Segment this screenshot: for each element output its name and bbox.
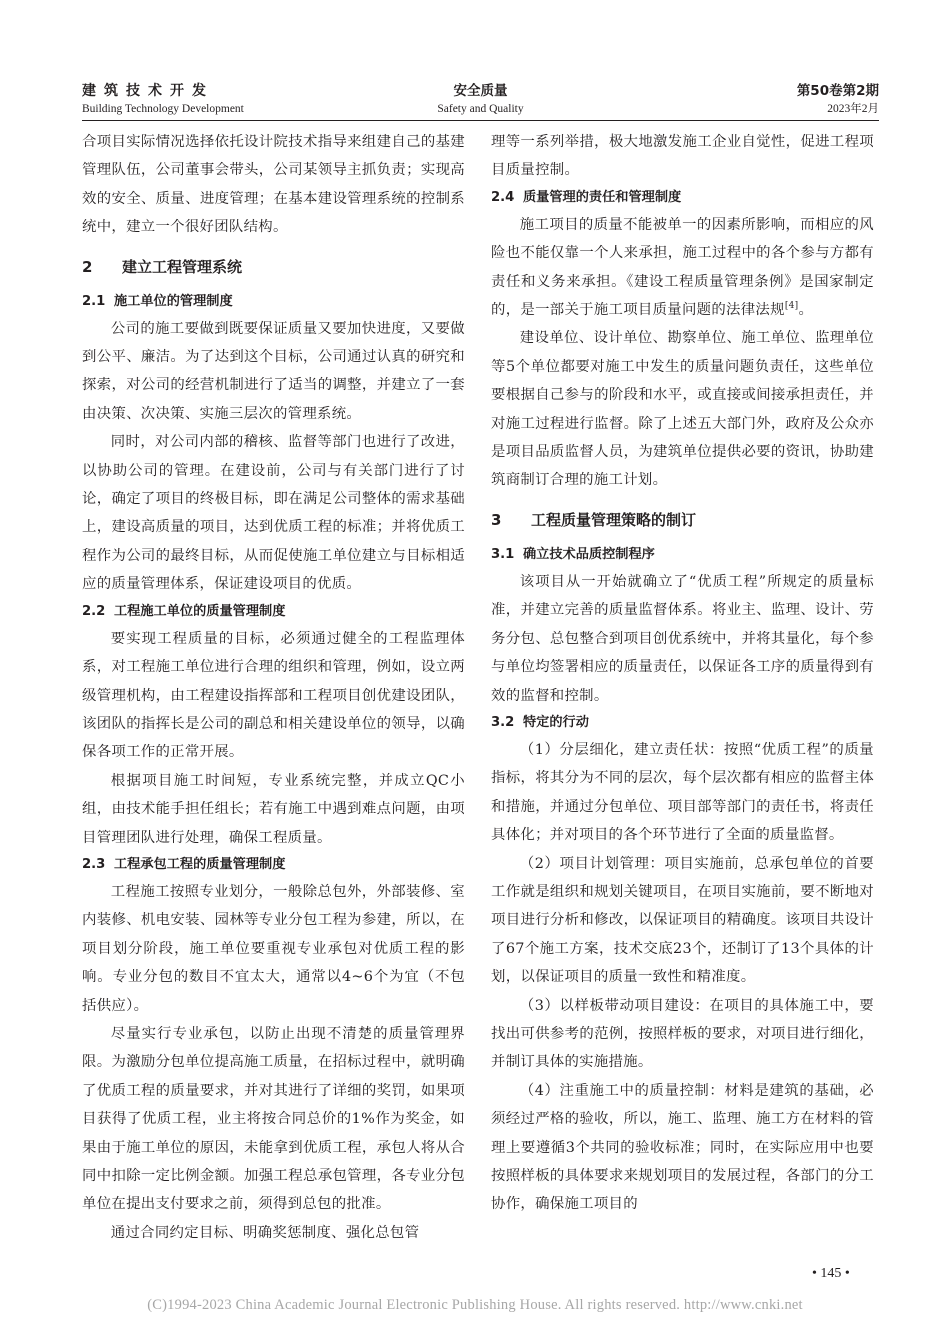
running-header xyxy=(82,82,879,118)
subsection-title: 工程施工单位的质量管理制度 xyxy=(114,603,286,619)
paragraph: 建设单位、设计单位、勘察单位、施工单位、监理单位等5个单位都要对施工中发生的质量问题负责任，这些单位要根据自己参与的阶段和水平，或直接或间接承担责任，并对施工过程进行监督。除了上述五大部门外，政府及公众亦是项目品质监督人员，为建筑单位提供必要的资讯，协助建筑商制订合理的施工计划。 xyxy=(491,330,874,489)
section-number: 2 xyxy=(82,257,93,276)
section-title: 工程质量管理策略的制订 xyxy=(531,510,697,529)
subsection-title: 工程承包工程的质量管理制度 xyxy=(114,856,286,872)
volume-issue: 第50卷第2期 xyxy=(796,83,879,99)
header-rule xyxy=(82,120,879,121)
paragraph: 理等一系列举措，极大地激发施工企业自觉性，促进工程项目质量控制。 xyxy=(491,134,874,179)
paragraph: 该项目从一开始就确立了“优质工程”所规定的质量标准，并建立完善的质量监督体系。将业主、监理、设计、劳务分包、总包整合到项目创优系统中，并将其量化，每个参与单位均签署相应的质量责任，以保证各工序的质量得到有效的监督和控制。 xyxy=(491,573,874,704)
paragraph: 根据项目施工时间短，专业系统完整，并成立QC小组，由技术能手担任组长；若有施工中遇到难点问题，由项目管理团队进行处理，确保工程质量。 xyxy=(82,772,465,846)
section-number: 3 xyxy=(491,510,502,529)
subsection-title: 施工单位的管理制度 xyxy=(114,293,233,309)
subsection-title: 确立技术品质控制程序 xyxy=(523,546,655,562)
paragraph: （4）注重施工中的质量控制：材料是建筑的基础，必须经过严格的验收，所以，施工、监理、施工方在材料的管理上要遵循3个共同的验收标准；同时，在实际应用中也要按照样板的具体要求来规划项目的发展过程，各部门的分工协作，确保施工项目的 xyxy=(491,1082,874,1213)
journal-title-cn: 建筑技术开发 xyxy=(82,83,214,99)
subsection-number: 3.2 xyxy=(491,714,515,730)
subsection-title: 质量管理的责任和管理制度 xyxy=(523,189,682,205)
subsection-number: 2.1 xyxy=(82,293,106,309)
subsection-heading-2-1 xyxy=(82,289,465,315)
right-column xyxy=(491,128,874,1219)
paragraph: （2）项目计划管理：项目实施前，总承包单位的首要工作就是组织和规划关键项目，在项目实施前，要不断地对项目进行分析和修改，以保证项目的精确度。该项目共设计了67个施工方案，技术交底23个，还制订了13个具体的计划，以保证项目的质量一致性和精准度。 xyxy=(491,855,874,986)
paragraph: 尽量实行专业承包，以防止出现不清楚的质量管理界限。为激励分包单位提高施工质量，在招标过程中，就明确了优质工程的质量要求，并对其进行了详细的奖罚，如果项目获得了优质工程，业主将按合同总价的1%作为奖金，如果由于施工单位的原因，未能拿到优质工程，承包人将从合同中扣除一定比例金额。加强工程总承包管理，各专业分包单位在提出支付要求之前，须得到总包的批准。 xyxy=(82,1025,465,1213)
paragraph: 同时，对公司内部的稽核、监督等部门也进行了改进，以协助公司的管理。在建设前，公司与有关部门进行了讨论，确定了项目的终极目标，即在满足公司整体的需求基础上，建设高质量的项目，达到优质工程的标准；并将优质工程作为公司的最终目标，从而促使施工单位建立与目标相适应的质量管理体系，保证建设项目的优质。 xyxy=(82,434,465,593)
header-volume xyxy=(797,82,879,116)
paragraph-text: 施工项目的质量不能被单一的因素所影响，而相应的风险也不能仅靠一个人来承担，施工过程中的各个参与方都有责任和义务来承担。《建设工程质量管理条例》是国家制定的，是一部关于施工项目质量问题的法律法规 xyxy=(491,216,874,319)
subsection-heading-2-2 xyxy=(82,599,465,625)
subsection-heading-2-4 xyxy=(491,185,874,211)
citation-ref: [4] xyxy=(784,301,799,312)
subsection-number: 2.3 xyxy=(82,856,106,872)
subsection-heading-3-1 xyxy=(491,542,874,568)
section-title: 建立工程管理系统 xyxy=(122,257,243,276)
paragraph: 通过合同约定目标、明确奖惩制度、强化总包管 xyxy=(110,1224,420,1241)
subsection-number: 2.2 xyxy=(82,603,106,619)
section-heading-2 xyxy=(82,253,465,281)
subsection-number: 2.4 xyxy=(491,189,515,205)
header-section xyxy=(82,82,879,116)
subsection-heading-3-2 xyxy=(491,710,874,736)
left-column xyxy=(82,128,465,1247)
section-title-en: Safety and Quality xyxy=(437,103,524,115)
paragraph: （3）以样板带动项目建设：在项目的具体施工中，要找出可供参考的范例，按照样板的要求，对项目进行细化，并制订具体的实施措施。 xyxy=(491,997,874,1071)
subsection-heading-2-3 xyxy=(82,852,465,878)
paragraph: 要实现工程质量的目标，必须通过健全的工程监理体系，对工程施工单位进行合理的组织和管理，例如，设立两级管理机构，由工程建设指挥部和工程项目创优建设团队，该团队的指挥长是公司的副总和相关建设单位的领导，以确保各项工作的正常开展。 xyxy=(82,630,465,761)
section-title-cn: 安全质量 xyxy=(453,83,508,99)
copyright-footer: (C)1994-2023 China Academic Journal Electronic Publishing House. All rights reserved. http://www.cnki.net xyxy=(147,1297,803,1313)
paragraph-end: 。 xyxy=(798,302,814,319)
journal-title-en: Building Technology Development xyxy=(82,103,244,115)
paragraph: 工程施工按照专业划分，一般除总包外，外部装修、室内装修、机电安装、园林等专业分包工程为参建，所以，在项目划分阶段，施工单位要重视专业承包对优质工程的影响。专业分包的数目不宜太大，通常以4~6个为宜（不包括供应）。 xyxy=(82,883,465,1014)
section-heading-3 xyxy=(491,506,874,534)
subsection-number: 3.1 xyxy=(491,546,515,562)
paragraph: 合项目实际情况选择依托设计院技术指导来组建自己的基建管理队伍，公司董事会带头，公司某领导主抓负责；实现高效的安全、质量、进度管理；在基本建设管理系统的控制系统中，建立一个很好团队结构。 xyxy=(82,134,465,236)
paragraph: （1）分层细化，建立责任状：按照“优质工程”的质量指标，将其分为不同的层次，每个层次都有相应的监督主体和措施，并通过分包单位、项目部等部门的责任书，将责任具体化；并对项目的各个环节进行了全面的质量监督。 xyxy=(491,741,874,844)
paragraph: 公司的施工要做到既要保证质量又要加快进度，又要做到公平、廉洁。为了达到这个目标，公司通过认真的研究和探索，对公司的经营机制进行了适当的调整，并建立了一套由决策、次决策、实施三层次的管理系统。 xyxy=(82,320,465,422)
page-number: • 145 • xyxy=(812,1266,850,1281)
issue-date: 2023年2月 xyxy=(827,103,879,115)
paragraph xyxy=(491,211,874,325)
subsection-title: 特定的行动 xyxy=(523,714,589,730)
